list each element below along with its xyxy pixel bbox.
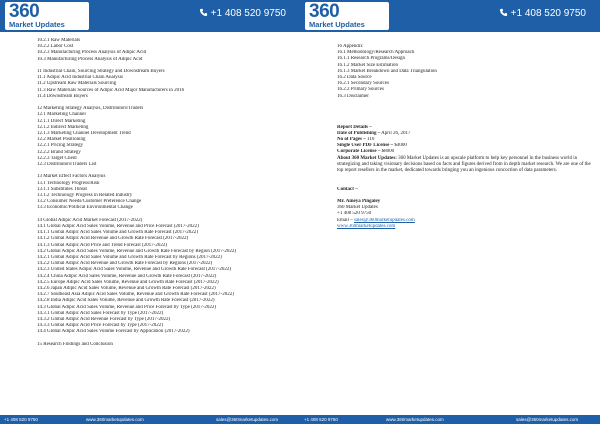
toc-entry: 14.2.5 Europe Adipic Acid Sales Volume, Revenue and Growth Rate Forecast (2017-2022) (37, 279, 219, 285)
logo-subtitle: Market Updates (309, 20, 365, 29)
toc-entry: 10.2.2 Labor Cost (37, 44, 74, 50)
corporate-license-label: Corporate License – (337, 149, 381, 155)
toc-entry: 12.2.2 Brand Strategy (37, 149, 81, 155)
toc-entry: 12.1.1 Direct Marketing (37, 118, 86, 124)
toc-entry: 16 Appendix (337, 44, 363, 49)
toc-entry: 13.1.2 Technology Progress in Related Industry (37, 193, 133, 199)
toc-entry: 14.1.3 Global Adipic Acid Price and Trend Forecast (2017-2022) (37, 242, 167, 248)
toc-entry: 13.2 Consumer Needs/Customer Preference Change (37, 199, 142, 205)
brand-logo[interactable] (5, 2, 89, 30)
phone-icon (499, 8, 508, 17)
toc-entry: 13 Market Effect Factors Analysis (37, 174, 106, 180)
toc-entry: 10.2.3 Manufacturing Process Analysis of Adipic Acid (37, 50, 147, 56)
toc-entry: 11.4 Downstream Buyers (37, 93, 88, 99)
footer-phone: +1 408 520 9750 (304, 417, 338, 422)
contact-email-label: Email – (337, 217, 354, 223)
toc-entry: 14.3.2 Global Adipic Acid Revenue Forecast by Type (2017-2022) (37, 317, 171, 323)
toc-entry: 12.2.1 Pricing Strategy (37, 143, 84, 149)
footer-phone: +1 408 520 9750 (4, 417, 38, 422)
toc-entry: 14.2 Global Adipic Acid Sales Volume, Revenue and Growth Rate Forecast by Region (2017-2022) (37, 248, 237, 254)
toc-entry: 16.3 Disclaimer (337, 93, 369, 99)
report-pages-value: 110 (365, 136, 375, 142)
logo-subtitle: Market Updates (9, 20, 65, 29)
report-details-heading: Report Details – (337, 124, 372, 130)
toc-entry: 14.2.2 Global Adipic Acid Revenue and Growth Rate Forecast by Regions (2017-2022) (37, 261, 213, 267)
page-header (300, 0, 600, 32)
footer-site[interactable]: www.360marketupdates.com (86, 417, 144, 422)
toc-entry: 11 Industrial Chain, Sourcing Strategy and Downstream Buyers (37, 69, 165, 74)
toc-entry: 12.1 Marketing Channel (37, 112, 86, 118)
about-label: About 360 Market Updates: (337, 155, 397, 161)
toc-entry: 16.1.3 Market Breakdown and Data Triangulation (337, 68, 437, 74)
toc-entry: 14.2.3 United States Adipic Acid Sales Volume, Revenue and Growth Rate Forecast (2017-2022) (37, 267, 232, 273)
toc-entry: 14.1.2 Global Adipic Acid Revenue and Growth Rate Forecast (2017-2022) (37, 236, 189, 242)
single-license-label: Single User PDF License – (337, 143, 394, 149)
right-content (337, 44, 592, 230)
about-text: 360 Market Updates is an upscale platform to help key personnel in the business world in strategizing and taking visionary decisions based on facts and figures derived from in depth market research. We are one of the top report resellers in the market, dedicated towards bringing you an ingenious concoction of data parameters. (337, 155, 591, 173)
toc-entry: 14 Global Adipic Acid Market Forecast (2017-2022) (37, 217, 143, 223)
report-date-value: April 26, 2017 (380, 130, 411, 136)
header-phone-number: +1 408 520 9750 (510, 8, 586, 19)
toc-entry: 16.1.2 Market Size Estimation (337, 62, 398, 68)
toc-entry: 14.2.8 India Adipic Acid Sales Volume, Revenue and Growth Rate Forecast (2017-2022) (37, 298, 215, 304)
corporate-license-value: $8000 (380, 149, 395, 155)
toc-entry: 12.2.3 Target Client (37, 155, 77, 161)
toc-entry: 12.2 Market Positioning (37, 137, 86, 143)
header-phone (499, 8, 586, 19)
toc-entry: 14.2.6 Japan Adipic Acid Sales Volume, Revenue and Growth Rate Forecast (2017-2022) (37, 286, 216, 292)
toc-entry: 15 Research Findings and Conclusion (37, 341, 113, 347)
toc-entry: 10.2.1 Raw Materials (37, 38, 81, 43)
toc-right (337, 44, 592, 100)
contact-email-link[interactable]: sales@360marketupdates.com (353, 217, 415, 223)
single-license-value: $4000 (393, 143, 407, 149)
toc-entry: 16.2.2 Primary Sources (337, 87, 384, 93)
toc-entry: 14.3 Global Adipic Acid Sales Volume, Revenue and Price Forecast by Type (2017-2022) (37, 304, 217, 310)
toc-entry: 13.3 Economic/Political Environmental Change (37, 205, 133, 211)
toc-entry: 13.1 Technology Progress/Risk (37, 180, 100, 186)
toc-entry: 12.3 Distributors/Traders List (37, 162, 97, 168)
contact-website (337, 224, 592, 230)
toc-entry: 14.2.4 China Adipic Acid Sales Volume, Revenue and Growth Rate Forecast (2017-2022) (37, 273, 217, 279)
toc-entry: 14.4 Global Adipic Acid Sales Volume Forecast by Application (2017-2022) (37, 329, 190, 335)
footer-site[interactable]: www.360marketupdates.com (386, 417, 444, 422)
toc-entry: 14.3.1 Global Adipic Acid Sales Forecast by Type (2017-2022) (37, 310, 164, 316)
footer-email[interactable]: sales@360marketupdates.com (516, 417, 579, 422)
toc-entry: 12 Marketing Strategy Analysis, Distributors/Traders (37, 106, 144, 112)
toc-entry: 16.1 Methodology/Research Approach (337, 50, 415, 56)
report-date-label: Date of Publishing – (337, 130, 381, 136)
toc-entry: 16.2.1 Secondary Sources (337, 81, 389, 87)
toc-entry: 16.2 Data Source (337, 75, 372, 81)
page-footer (300, 415, 600, 424)
toc-entry: 11.3 Raw Materials Sources of Adipic Acid Major Manufacturers in 2016 (37, 87, 185, 93)
header-phone (199, 8, 286, 19)
toc-entry: 13.1.1 Substitutes Threat (37, 186, 87, 192)
toc-entry: 14.3.3 Global Adipic Acid Price Forecast by Type (2017-2022) (37, 323, 163, 329)
toc-entry: 11.2 Upstream Raw Materials Sourcing (37, 81, 117, 87)
contact-name: Mr. Ameya Pingaley (337, 198, 381, 204)
page-header (0, 0, 300, 32)
page-right (300, 0, 600, 424)
toc-entry: 14.1 Global Adipic Acid Sales Volume, Revenue and Price Forecast (2017-2022) (37, 224, 199, 230)
toc-left (37, 38, 292, 348)
toc-entry: 14.2.7 Southeast Asia Adipic Acid Sales Volume, Revenue and Growth Rate Forecast (2017-2022) (37, 292, 234, 298)
toc-entry: 11.1 Adipic Acid Industrial Chain Analysis (37, 75, 123, 81)
footer-email[interactable]: sales@360marketupdates.com (216, 417, 279, 422)
toc-entry: 12.1.3 Marketing Channel Development Trend (37, 131, 131, 137)
toc-entry: 14.2.1 Global Adipic Acid Sales Volume and Growth Rate Forecast by Regions (2017-2022) (37, 255, 222, 261)
phone-icon (199, 8, 208, 17)
toc-entry: 12.1.2 Indirect Marketing (37, 124, 89, 130)
contact-heading: Contact – (337, 186, 358, 192)
toc-entry: 14.1.1 Global Adipic Acid Sales Volume and Growth Rate Forecast (2017-2022) (37, 230, 198, 236)
report-pages-label: No of Pages – (337, 136, 366, 142)
toc-entry: 16.1.1 Research Programs/Design (337, 56, 406, 62)
page-footer (0, 415, 300, 424)
header-phone-number: +1 408 520 9750 (210, 8, 286, 19)
logo-number: 360 (9, 2, 40, 22)
contact-phone: +1 408 520 9750 (337, 211, 372, 217)
brand-logo[interactable] (305, 2, 389, 30)
contact-website-link[interactable]: www.360marketupdates.com (337, 223, 396, 229)
toc-entry: 10.3 Manufacturing Process Analysis of Adipic Acid (37, 56, 143, 62)
logo-number: 360 (309, 2, 340, 22)
contact-company: 360 Market Updates (337, 205, 378, 211)
about-paragraph (337, 156, 592, 175)
